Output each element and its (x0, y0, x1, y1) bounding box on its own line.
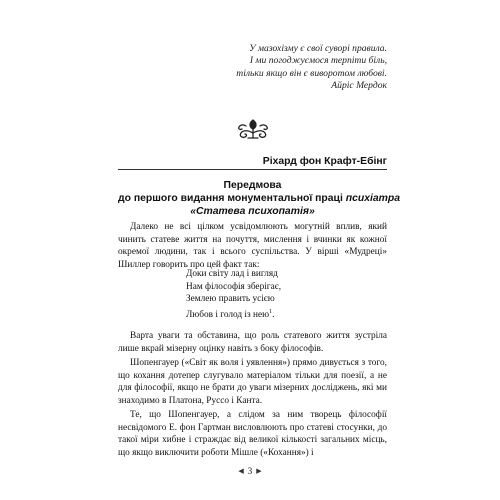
epigraph (147, 43, 387, 93)
paragraph-text: Те, що Шопенгауер, а слідом за ним творець філософії несвідомого Е. фон Гартман висловлюють про статеві стосунки, до такої міри хибне і страждає від великої кількості загальних місць, що якщо виключити роботи Мішле («Кохання») і (118, 410, 387, 458)
book-title: «Статева психопатія» (190, 205, 315, 217)
poem-line-text: Любов і голод із нею (186, 309, 270, 320)
left-triangle-icon: ◀ (238, 467, 244, 475)
epigraph-line: тільки якщо він є виворотом любові. (236, 67, 387, 79)
epigraph-line: І ми погоджуємося терпіти біль, (249, 55, 387, 67)
page-footer (0, 466, 500, 476)
foreword-subtitle (118, 192, 401, 206)
poem-line: Доки світу лад і вигляд (186, 269, 278, 279)
footnote-marker[interactable]: 1 (269, 308, 273, 315)
paragraph (118, 409, 387, 459)
right-triangle-icon: ▶ (256, 467, 262, 475)
poem-line: Землею править усією (186, 294, 275, 304)
chapter-author: Ріхард фон Крафт-Ебінг (262, 156, 387, 167)
paragraph-text: Варта уваги та обставина, що роль статевого життя зустріла лише вкрай мізерну оцінку навіть з боку філософів. (118, 331, 387, 354)
poem-line: Нам філософія зберігає, (186, 281, 282, 292)
paragraph (118, 330, 387, 355)
epigraph-line: У мазохізму є свої суворі правила. (249, 43, 387, 54)
paragraph (118, 357, 387, 407)
epigraph-attribution: Айріс Мердок (331, 80, 387, 92)
page-number: 3 (247, 466, 253, 476)
paragraph-text: Шопенгауер («Світ як воля і уявлення») прямо дивується з того, що кохання дотепер слугувало матеріалом тільки для поезії, а не для філософії, якщо не брати до уваги мізерних досліджень, які ми знаходимо в Платона, Руссо і Канта. (118, 358, 387, 406)
foreword-heading (118, 180, 401, 218)
author-underline-divider (118, 169, 387, 170)
fleuron-ornament-icon (236, 118, 270, 140)
paragraph-text: Далеко не всі цілком усвідомлюють могутній вплив, який чинить статеве життя на почуття, мислення і вчинки як кожної окремої людини, так і всього суспільства. У вірші «Мудреці» Шиллер говорить про цей факт так: (118, 222, 387, 270)
poem-quote (186, 268, 281, 321)
foreword-subtitle-italic: психіатра (345, 192, 401, 204)
foreword-subtitle-text: до першого видання монументальної праці (118, 192, 346, 204)
paragraph (118, 221, 387, 271)
foreword-title: Передмова (223, 180, 282, 191)
poem-line: Любов і голод із нею$^1$. (186, 308, 275, 320)
